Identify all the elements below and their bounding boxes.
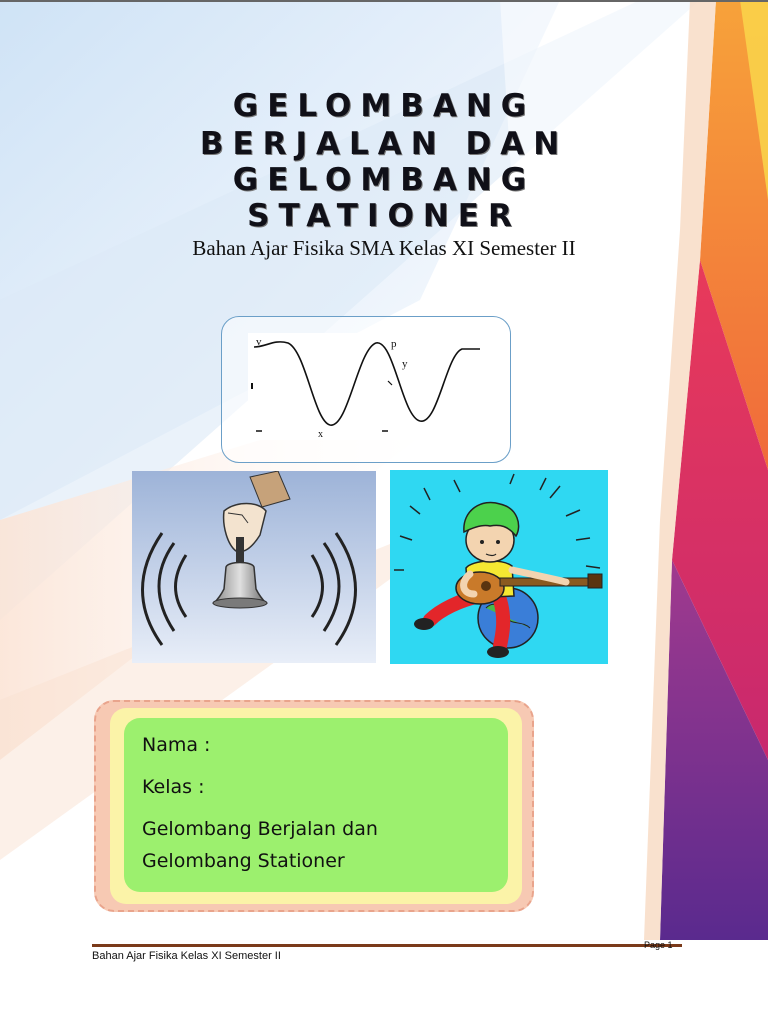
page-number: Page 1: [644, 940, 673, 950]
sine-wave-diagram: [248, 333, 485, 440]
wave-label-p: p: [391, 338, 397, 350]
title-line-1: GELOMBANG: [232, 88, 536, 124]
kelas-label: Kelas :: [142, 776, 205, 798]
nama-label: Nama :: [142, 734, 211, 756]
footer-text: Bahan Ajar Fisika Kelas XI Semester II: [92, 950, 281, 962]
topic-line-1: Gelombang Berjalan dan: [142, 818, 378, 840]
wave-label-y: y: [402, 358, 408, 370]
title-line-2: BERJALAN DAN: [199, 126, 569, 162]
title-line-3: GELOMBANG: [232, 162, 536, 198]
title-line-4: STATIONER: [247, 198, 521, 234]
subtitle: Bahan Ajar Fisika SMA Kelas XI Semester II: [192, 236, 576, 260]
wave-label-x: x: [318, 429, 323, 440]
hand-ringing-bell-illustration: [132, 471, 376, 663]
footer-rule: [92, 944, 682, 947]
wave-label-v: v: [256, 336, 262, 348]
topic-line-2: Gelombang Stationer: [142, 850, 345, 872]
boy-playing-guitar-illustration: [390, 470, 608, 664]
